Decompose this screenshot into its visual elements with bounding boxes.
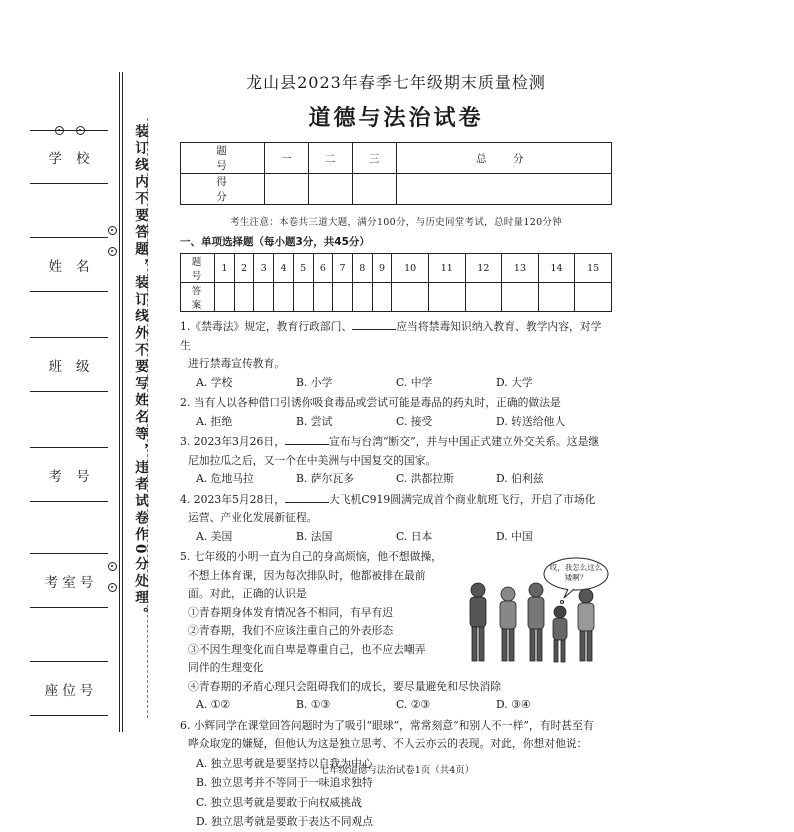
statement: ③不因生理变化而自卑是尊重自己，也不应去嘲弄 (188, 642, 426, 656)
option[interactable]: A. 拒绝 (196, 414, 233, 428)
option[interactable]: B. 独立思考并不等同于一味追求独特 (196, 776, 373, 789)
student-info-table (30, 130, 108, 716)
info-field-spacer (30, 392, 108, 448)
option[interactable]: D. ③④ (496, 698, 531, 711)
option[interactable]: D. 转送给他人 (496, 414, 566, 428)
answer-cell[interactable] (254, 283, 274, 312)
info-field-exam-room[interactable]: 考室号 (30, 554, 108, 608)
answer-number-cell: 13 (502, 254, 539, 283)
option[interactable]: D. 中国 (496, 529, 533, 543)
question-6: 6. 小辉同学在课堂回答问题时为了吸引“眼球”，常常刻意“和别人不一样”，有时甚至有 哗众取宠的嫌疑，但他认为这是独立思考、不人云亦云的表现。对此，你想对他说： (180, 718, 594, 750)
question-3: 3. 2023年3月26日， 宣布与台湾“断交”，并与中国正式建立外交关系。这是继 尼加拉瓜之后，又一个在中美洲与中国复交的国家。 (180, 435, 600, 467)
students-illustration (464, 554, 614, 674)
statement: 同伴的生理变化 (188, 661, 264, 674)
answer-blank[interactable] (285, 435, 329, 445)
score-cell[interactable] (352, 174, 396, 205)
option[interactable]: A. 美国 (196, 529, 233, 543)
answer-cell[interactable] (293, 283, 313, 312)
answer-cell[interactable] (392, 283, 429, 312)
answer-number-cell: 6 (313, 254, 333, 283)
answer-row-label: 答案 (181, 283, 215, 312)
score-header-label: 题 号 (181, 143, 265, 174)
option[interactable]: B. ①③ (296, 698, 331, 711)
option[interactable]: C. 中学 (396, 375, 433, 389)
score-header-2: 二 (308, 143, 352, 174)
score-header-total: 总 分 (396, 143, 611, 174)
question-5: 5. 七年级的小明一直为自己的身高烦恼，他不想做操， 不想上体育课，因为每次排队时，他都被排在最前 面。对此，正确的认识是 ①青春期身体发育情况各不相同，有早有迟 ②青春期，我们不应该注重自己的外表形态 ③不因生理变化而自卑是尊重自己，也不应去嘲弄 同伴的生理变化 ④青春期的矛盾心理只会阻碍我们的成长，要尽量避免和尽快消除 哎，我怎么这么矮啊？ (180, 548, 612, 696)
option[interactable]: C. 洪都拉斯 (396, 472, 454, 485)
option[interactable]: B. 小学 (296, 375, 333, 389)
answer-number-cell: 8 (352, 254, 372, 283)
info-field-school[interactable]: 学校 (30, 130, 108, 184)
option[interactable]: C. 独立思考就是要敢于向权威挑战 (196, 795, 362, 809)
exam-paper (180, 64, 612, 832)
question-5-options (180, 696, 612, 715)
info-field-name[interactable]: 姓名 (30, 238, 108, 292)
option[interactable]: C. 日本 (396, 529, 433, 543)
answer-number-cell: 7 (333, 254, 353, 283)
score-table (180, 142, 612, 205)
statement: ①青春期身体发育情况各不相同，有早有迟 (188, 605, 394, 619)
question-3-options (180, 470, 612, 489)
answer-cell[interactable] (575, 283, 612, 312)
info-field-spacer (30, 292, 108, 338)
answer-cell[interactable] (428, 283, 465, 312)
binding-line (119, 72, 120, 732)
answer-blank[interactable] (285, 493, 329, 503)
answer-number-cell: 12 (465, 254, 502, 283)
info-field-spacer (30, 608, 108, 662)
answer-cell[interactable] (333, 283, 353, 312)
answer-number-cell: 9 (372, 254, 392, 283)
binding-line (122, 72, 123, 732)
question-2: 2. 当有人以各种借口引诱你吸食毒品或尝试可能是毒品的药丸时，正确的做法是 (180, 396, 561, 409)
answer-cell[interactable] (372, 283, 392, 312)
question-1: 1.《禁毒法》规定，教育行政部门、 应当将禁毒知识纳入教育、教学内容，对学生 进行禁毒宣传教育。 (180, 320, 602, 370)
option[interactable]: C. ②③ (396, 698, 431, 711)
question-4: 4. 2023年5月28日， 大飞机C919圆满完成首个商业航班飞行，开启了市场化 运营、产业化发展新征程。 (180, 492, 596, 524)
answer-table (180, 253, 612, 312)
score-row-label: 得 分 (181, 174, 265, 205)
answer-number-cell: 10 (392, 254, 429, 283)
answer-blank[interactable] (352, 320, 396, 330)
answer-number-cell: 1 (215, 254, 235, 283)
exam-notice: 考生注意：本卷共三道大题，满分100分，与历史同堂考试，总时量120分钟 (229, 217, 563, 228)
exam-subject-title: 道德与法治试卷 (308, 106, 484, 131)
answer-cell[interactable] (538, 283, 575, 312)
answer-cell[interactable] (313, 283, 333, 312)
answer-cell[interactable] (502, 283, 539, 312)
score-cell[interactable] (396, 174, 611, 205)
section-title: 一、单项选择题（每小题3分，共45分） (180, 236, 370, 248)
info-field-seat[interactable]: 座位号 (30, 662, 108, 716)
answer-cell[interactable] (215, 283, 235, 312)
answer-cell[interactable] (234, 283, 254, 312)
answer-cell[interactable] (465, 283, 502, 312)
binding-vertical-notice: 装订线内不要答题，装订线外不要写姓名等，违者试卷作0分处理。 (132, 124, 148, 624)
option[interactable]: D. 伯利兹 (496, 472, 544, 485)
option[interactable]: C. 接受 (396, 414, 433, 428)
option[interactable]: A. 危地马拉 (196, 472, 254, 485)
option[interactable]: A. 学校 (196, 375, 233, 389)
question-1-options (180, 374, 612, 393)
question-4-options (180, 528, 612, 547)
answer-row-label: 题号 (181, 254, 215, 283)
score-cell[interactable] (265, 174, 309, 205)
answer-number-cell: 4 (274, 254, 294, 283)
option[interactable]: D. 大学 (496, 375, 533, 389)
question-2-options (180, 413, 612, 432)
info-field-exam-number[interactable]: 考号 (30, 448, 108, 502)
statement: ④青春期的矛盾心理只会阻碍我们的成长，要尽量避免和尽快消除 (188, 679, 502, 693)
answer-cell[interactable] (274, 283, 294, 312)
score-header-3: 三 (352, 143, 396, 174)
info-field-spacer (30, 502, 108, 554)
info-field-spacer (30, 184, 108, 238)
answer-number-cell: 11 (428, 254, 465, 283)
score-cell[interactable] (308, 174, 352, 205)
answer-number-cell: 14 (538, 254, 575, 283)
exam-title: 龙山县2023年春季七年级期末质量检测 (246, 73, 546, 92)
answer-number-cell: 3 (254, 254, 274, 283)
info-field-class[interactable]: 班级 (30, 338, 108, 392)
speech-bubble-text: 哎，我怎么这么矮啊？ (549, 563, 603, 582)
answer-number-cell: 2 (234, 254, 254, 283)
option[interactable]: D. 独立思考就是要敢于表达不同观点 (196, 815, 374, 828)
answer-number-cell: 5 (293, 254, 313, 283)
option[interactable]: B. 萨尔瓦多 (296, 472, 354, 485)
answer-cell[interactable] (352, 283, 372, 312)
score-header-1: 一 (265, 143, 309, 174)
option[interactable]: A. 独立思考就是要坚持以自我为中心 (196, 756, 373, 770)
answer-number-cell: 15 (575, 254, 612, 283)
page-footer: 七年级道德与法治试卷1页（共4页） (319, 765, 475, 776)
option[interactable]: B. 法国 (296, 529, 333, 543)
statement: ②青春期，我们不应该注重自己的外表形态 (188, 624, 394, 637)
option[interactable]: A. ①② (196, 698, 231, 711)
option[interactable]: B. 尝试 (296, 414, 333, 428)
binding-strip (0, 0, 160, 812)
